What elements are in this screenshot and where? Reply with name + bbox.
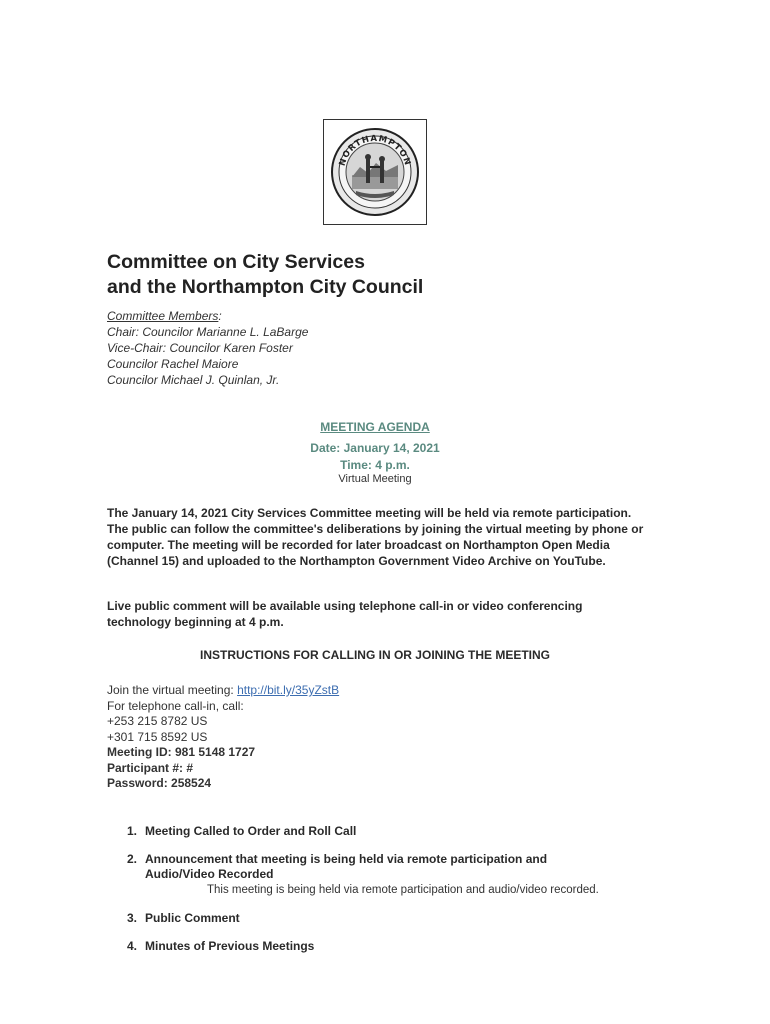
join-label: Join the virtual meeting: <box>107 683 238 697</box>
agenda-item <box>107 824 667 840</box>
committee-members <box>107 308 308 388</box>
member-councilor: Councilor Rachel Maiore <box>107 357 239 371</box>
agenda-item <box>107 852 595 883</box>
intro-paragraph: The January 14, 2021 City Services Committee meeting will be held via remote participation. The public can follow the committee's deliberations by joining the virtual meeting by phone or computer. The meeting will be recorded for later broadcast on Northampton Open Media (Channel 15) and uploaded to the Northampton Government Video Archive on YouTube. <box>107 506 644 568</box>
agenda-item-text: Minutes of Previous Meetings <box>145 938 315 953</box>
agenda-item <box>107 939 667 955</box>
join-meeting-link[interactable]: http://bit.ly/35yZstB <box>237 683 340 697</box>
agenda-title: MEETING AGENDA <box>320 420 430 434</box>
agenda-mode: Virtual Meeting <box>338 473 412 485</box>
agenda-item-number: 1. <box>127 824 138 838</box>
agenda-date: Date: January 14, 2021 <box>310 441 440 455</box>
page-title <box>107 250 423 300</box>
agenda-item-text: Public Comment <box>145 911 240 925</box>
members-heading-row <box>107 308 308 324</box>
agenda-item-number: 2. <box>127 851 138 866</box>
phone-number-2: +301 715 8592 US <box>107 729 208 744</box>
agenda-item-note <box>145 883 667 899</box>
meeting-id: Meeting ID: 981 5148 1727 <box>107 745 256 759</box>
seal-emblem <box>330 127 420 217</box>
agenda-item-number: 4. <box>127 938 138 953</box>
member-vice-chair: Vice-Chair: Councilor Karen Foster <box>107 341 293 355</box>
agenda-item-text: Announcement that meeting is being held via remote participation and Audio/Video Recorded <box>145 851 548 881</box>
join-line <box>107 683 339 699</box>
call-in-details <box>107 683 339 792</box>
title-line-1: Committee on City Services <box>107 251 365 273</box>
members-heading-colon: : <box>218 309 222 323</box>
public-comment-paragraph: Live public comment will be available using telephone call-in or video conferencing technology beginning at 4 p.m. <box>107 599 583 629</box>
members-heading: Committee Members <box>107 309 219 323</box>
agenda-time: Time: 4 p.m. <box>340 458 410 472</box>
agenda-item-number: 3. <box>127 911 138 925</box>
seal-ring-text: NORTHAMPTON <box>337 133 413 168</box>
meeting-password: Password: 258524 <box>107 776 212 790</box>
participant-number: Participant #: # <box>107 760 194 775</box>
agenda-items <box>107 824 667 954</box>
agenda-item-text: Meeting Called to Order and Roll Call <box>145 824 357 838</box>
agenda-item <box>107 911 667 927</box>
member-chair: Chair: Councilor Marianne L. LaBarge <box>107 325 309 339</box>
phone-number-1: +253 215 8782 US <box>107 714 208 728</box>
title-line-2: and the Northampton City Council <box>107 276 424 298</box>
member-councilor: Councilor Michael J. Quinlan, Jr. <box>107 373 280 387</box>
city-seal <box>323 119 427 225</box>
agenda-item-note-text: This meeting is being held via remote participation and audio/video recorded. <box>207 883 599 896</box>
phone-label: For telephone call-in, call: <box>107 698 244 713</box>
instructions-heading: INSTRUCTIONS FOR CALLING IN OR JOINING THE MEETING <box>199 648 550 662</box>
